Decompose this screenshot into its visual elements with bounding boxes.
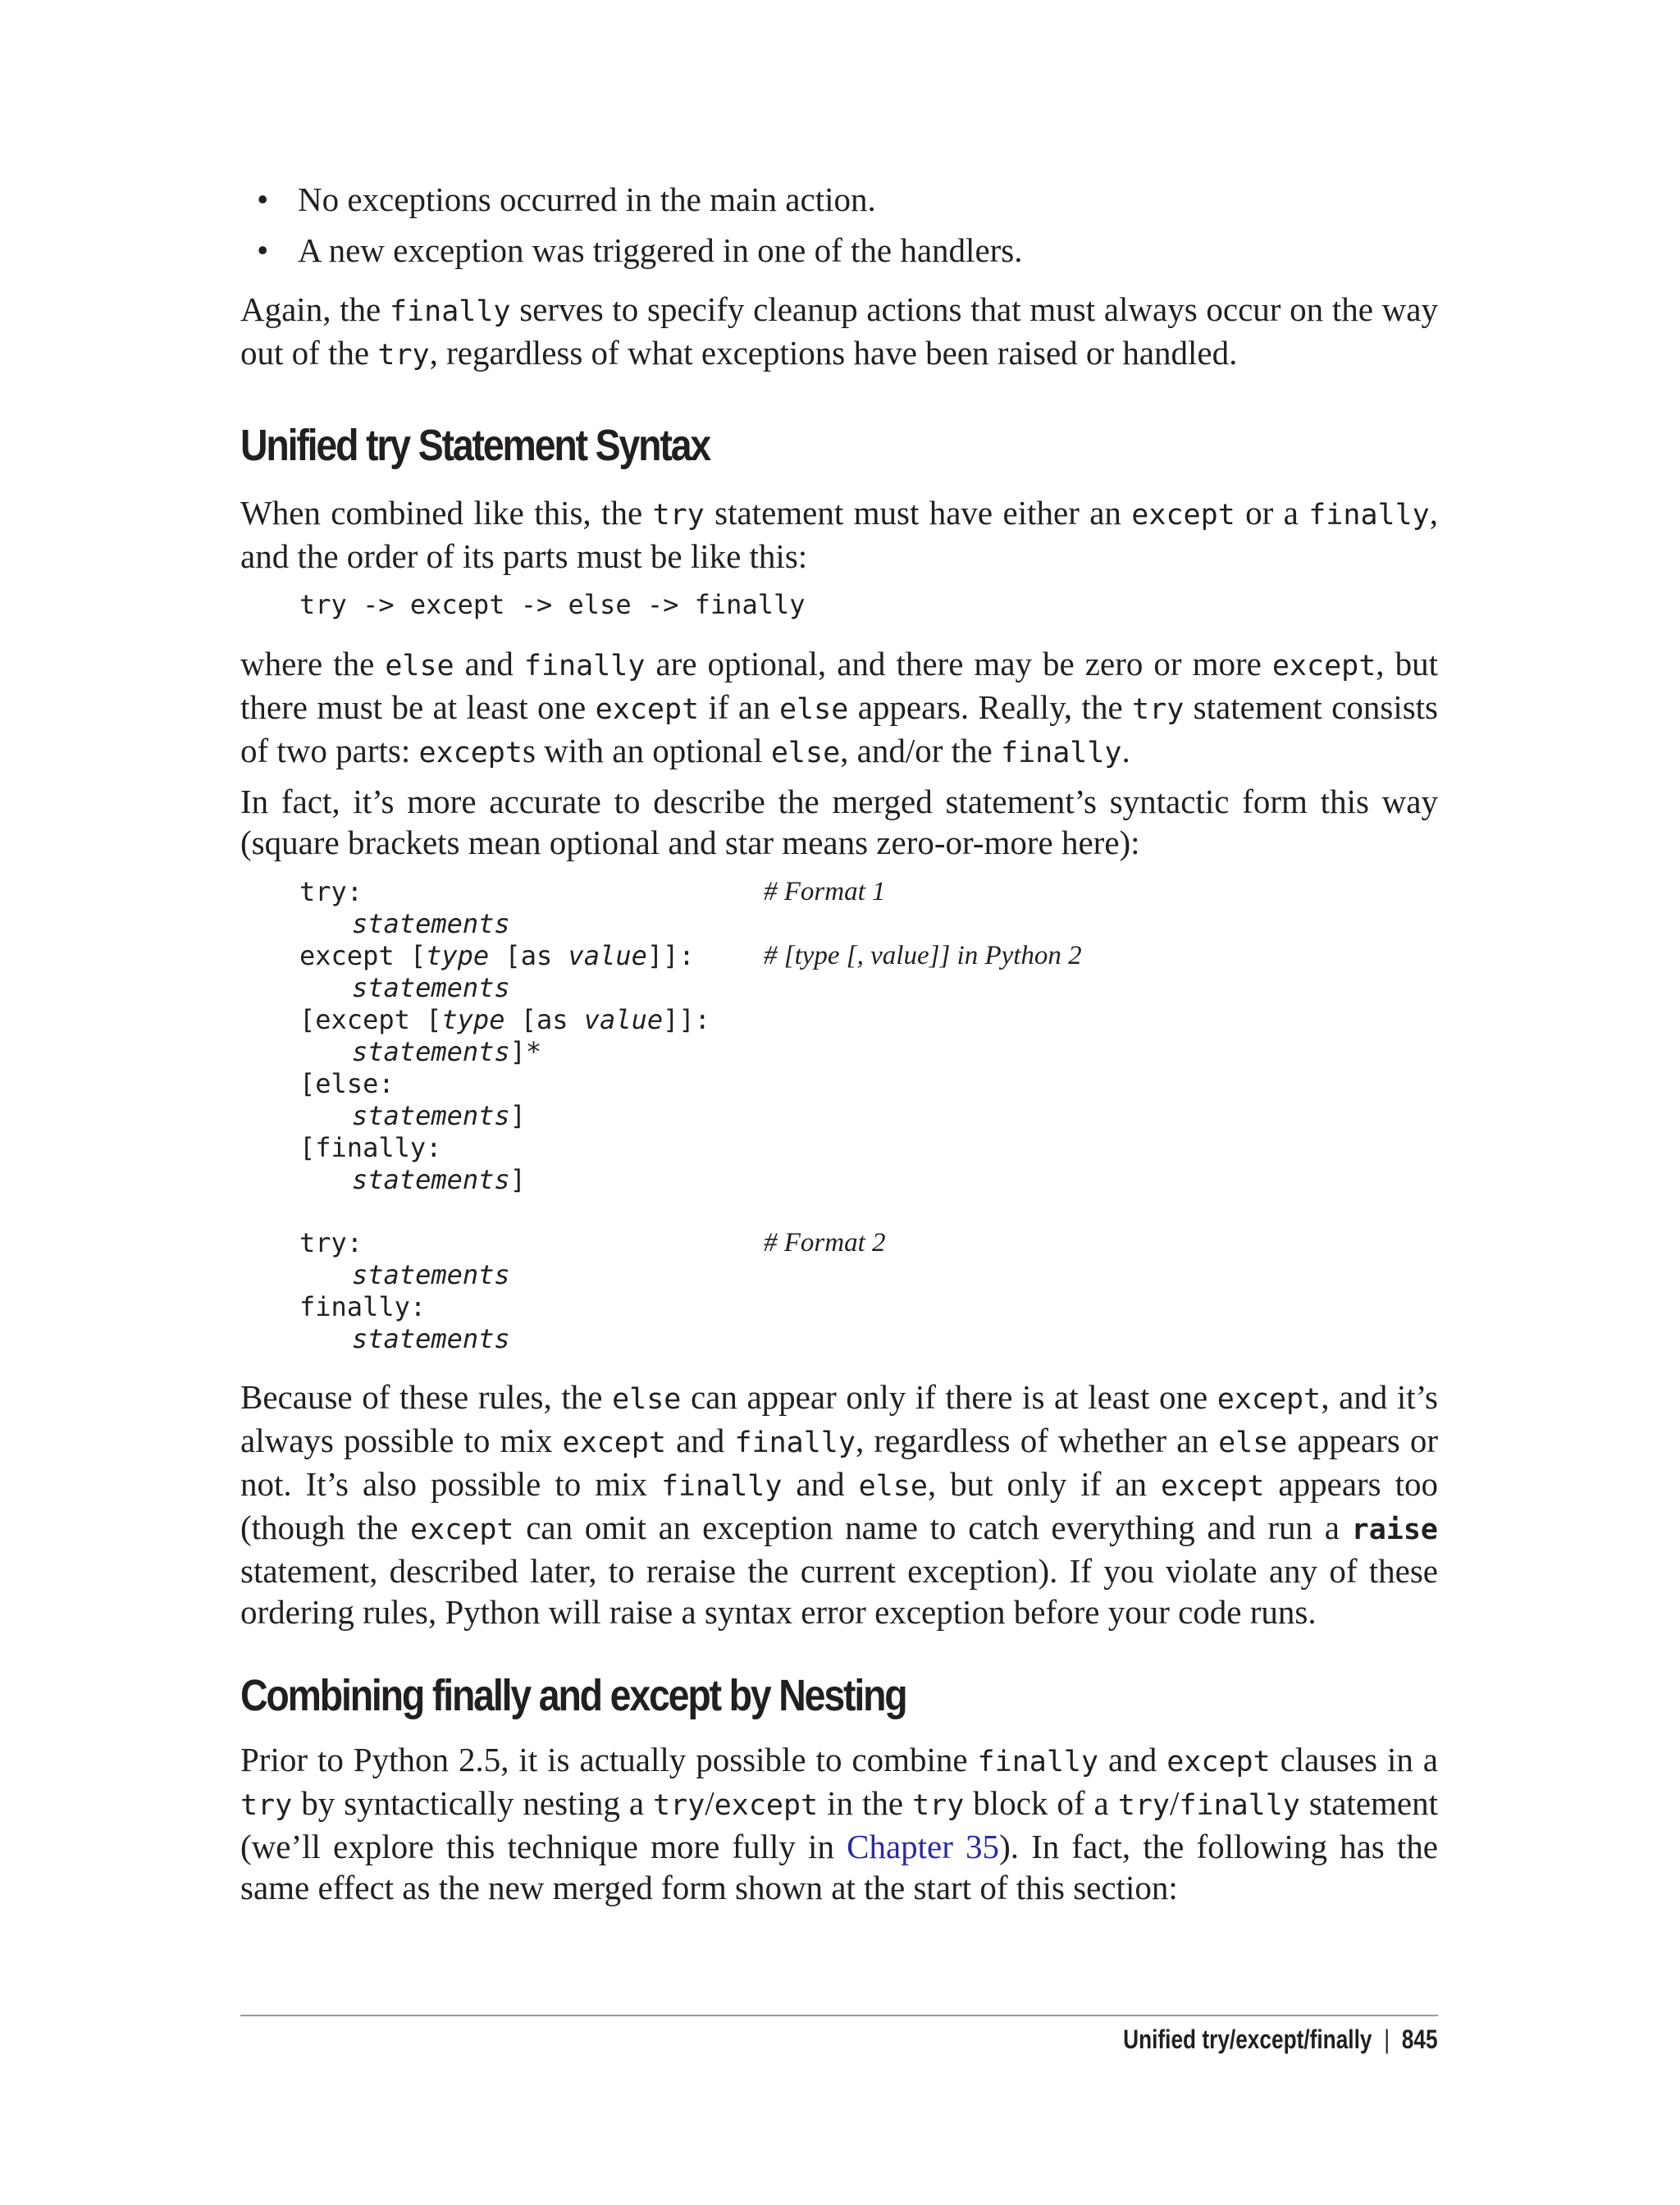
paragraph-combined: When combined like this, the try statement must have either an except or a finally, and the order of its parts must be like this: bbox=[240, 494, 1438, 575]
list-item: • No exceptions occurred in the main action. bbox=[257, 174, 1023, 225]
footer-separator: | bbox=[1384, 2025, 1390, 2054]
code-comment: # [type [, value]] in Python 2 bbox=[764, 941, 1082, 970]
section-heading: Combining finally and except by Nesting bbox=[240, 1671, 906, 1720]
section-heading: Unified try Statement Syntax bbox=[240, 421, 710, 470]
list-item: • A new exception was triggered in one of the handlers. bbox=[257, 225, 1023, 276]
paragraph-fact: In fact, it’s more accurate to describe the merged statement’s syntactic form this way (square brackets mean optional and star means zero-or-more here): bbox=[240, 783, 1438, 861]
bullet-icon: • bbox=[257, 180, 269, 218]
paragraph-optional: where the else and finally are optional, and there may be zero or more except, but there must be at least one except if an else appears. Really, the try statement consists of two parts: excepts with an optional else, and/or the finally. bbox=[240, 645, 1439, 769]
bullet-list bbox=[257, 174, 1023, 276]
code-order: try -> except -> else -> finally bbox=[299, 589, 806, 620]
page-footer bbox=[1124, 2025, 1438, 2055]
page-number: 845 bbox=[1402, 2025, 1438, 2054]
code-comment: # Format 2 bbox=[764, 1228, 886, 1258]
bullet-icon: • bbox=[257, 231, 269, 269]
code-comment: # Format 1 bbox=[764, 877, 886, 906]
code-format-1: try: # Format 1 statements except [type [as value]]: # [type [, value]] in Python 2 statements [except [type [as value]]: statements]* [else: statements] [finally: statements] bbox=[299, 876, 1082, 1195]
paragraph-prior: Prior to Python 2.5, it is actually possible to combine finally and except clauses in a try by syntactically nesting a try/except in the try block of a try/finally statement (we’ll explore this technique more fully in Chapter 35). In fact, the following has the same effect as the new merged form shown at the start of this section: bbox=[240, 1741, 1439, 1906]
paragraph-rules: Because of these rules, the else can appear only if there is at least one except, and it’s always possible to mix except and finally, regardless of whether an else appears or not. It’s also possible to mix finally and else, but only if an except appears too (though the except can omit an exception name to catch everything and run a raise statement, described later, to reraise the current exception). If you violate any of these ordering rules, Python will raise a syntax error exception before your code runs. bbox=[240, 1378, 1439, 1631]
code-format-2: try: # Format 2 statements finally: statements bbox=[299, 1227, 886, 1354]
running-header: Unified try/except/finally bbox=[1123, 2025, 1372, 2054]
paragraph-again: Again, the finally serves to specify cleanup actions that must always occur on the way out of the try, regardless of what exceptions have been raised or handled. bbox=[240, 290, 1438, 372]
footer-divider bbox=[240, 2015, 1438, 2016]
chapter-35-link[interactable]: Chapter 35 bbox=[847, 1828, 1000, 1865]
